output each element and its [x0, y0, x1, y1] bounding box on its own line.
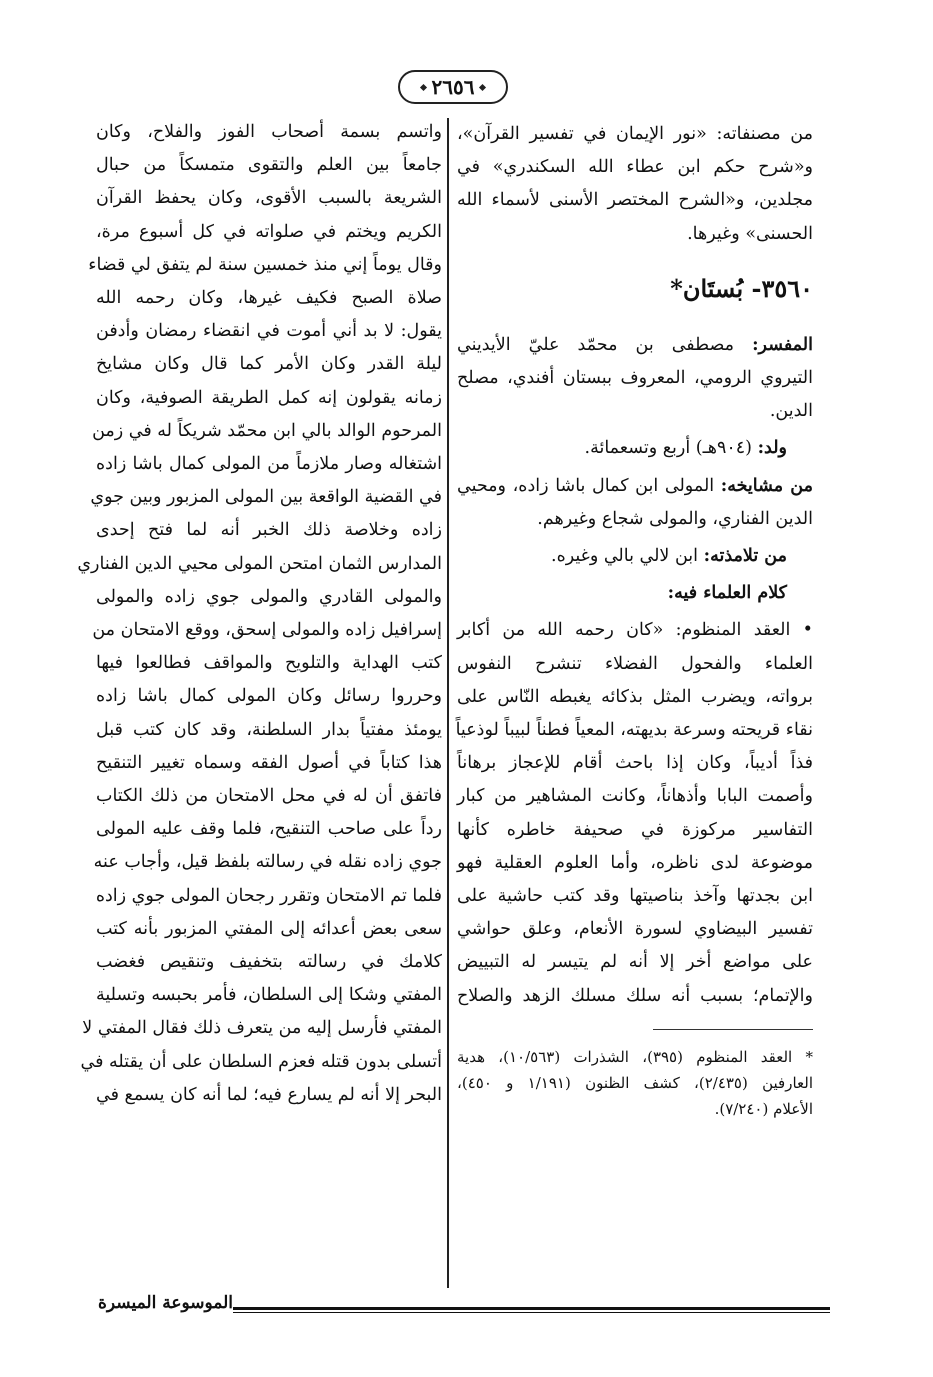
- left-line: ليلة القدر وكان الأمر كما قال وكان مشايخ: [96, 354, 442, 375]
- intro-paragraph: [457, 118, 813, 251]
- mufassir-label: المفسر:: [752, 334, 813, 355]
- left-line: سعى بعض أعدائه إلى المفتي المزبور بأنه كتب: [96, 918, 442, 939]
- footnote-line: * العقد المنظوم (٣٩٥)، الشذرات (١٠/٥٦٣)، هدية: [457, 1047, 813, 1066]
- entry-title: ٣٥٦٠- بُستَان*: [670, 273, 813, 303]
- left-line: أتسلى بدون قتله فعزم السلطان على أن يقتله في: [80, 1051, 442, 1072]
- left-line: زاده وخلاصة ذلك الخبر أنه لما فتح إحدى: [96, 520, 442, 541]
- left-line: وقال يوماً إني منذ خمسين سنة لم يتفق لي قضاء: [88, 254, 442, 275]
- left-line: واتسم بسمة أصحاب الفوز والفلاح، وكان: [96, 122, 442, 142]
- intro-line: من مصنفاته: «نور الإيمان في تفسير القرآن»،: [457, 124, 813, 144]
- right-column: [457, 118, 813, 1122]
- students-line: [457, 540, 787, 573]
- teachers-line: الدين الفناري، والمولى شجاع وغيرهم.: [537, 508, 813, 529]
- bottom-rule: [210, 1307, 830, 1310]
- left-line: الشريعة بالسبب الأقوى، وكان يحفظ القرآن: [96, 188, 442, 209]
- left-line: جوي زاده نقله في رسالته بلفظ قيل، وأجاب عنه: [93, 852, 442, 873]
- left-line: يومئذ مفتياً بدار السلطنة، وقد كان كتب قبل: [96, 719, 442, 740]
- left-line: المرحوم الوالد بالي ابن محمّد شريكاً له في زمن: [92, 420, 442, 441]
- teachers-text: المولى ابن كمال باشا زاده، ومحيي: [457, 475, 715, 496]
- left-line: يقول: لا بد أني أموت في انقضاء رمضان وأدفن: [96, 321, 442, 342]
- footnote-line: العارفين (٢/٤٣٥)، كشف الظنون (١/١٩١ و ٤٥٠)،: [457, 1073, 814, 1092]
- left-column: [77, 116, 442, 1112]
- left-line: رداً على صاحب التنقيح، فلما وقف عليه المولى: [96, 819, 442, 840]
- intro-line: مجلدين، و«الشرح المختصر الأسنى لأسماء الله: [457, 190, 813, 211]
- quote-line: وأصمت البابا وأذهاناً، وكانت المشاهير من كبار: [457, 786, 813, 807]
- left-line: جامعاً بين العلم والتقوى متمسكاً من حبال: [96, 155, 442, 176]
- mufassir-line: التيروي الرومي، المعروف ببستان أفندي، مصلح: [457, 368, 813, 389]
- students-paragraph: [457, 540, 813, 573]
- left-line: البحر إلا أنه لم يسارع فيه؛ لما أنه كان يسمع في: [96, 1084, 442, 1105]
- quote-line: ابن بجدتها وآخذ بناصيتها وقد كتب حاشية على: [457, 886, 813, 907]
- intro-line: و«شرح حكم ابن عطاء الله السكندري» في: [457, 157, 813, 178]
- teachers-line: [457, 470, 813, 503]
- mufassir-line: الدين.: [769, 401, 813, 422]
- intro-line: الحسنى» وغيرها.: [687, 223, 813, 244]
- left-line: فلما تم الامتحان وتقرر رجحان المولى جوي زاده: [95, 885, 442, 906]
- students-text: ابن لالي بالي وغيره.: [551, 546, 699, 567]
- bottom-rule-thin: [210, 1312, 830, 1313]
- left-line: المفتي فأرسل إليه من يتعرف ذلك فقال المفتي لا: [82, 1018, 442, 1039]
- footnote: [457, 1044, 813, 1122]
- quote-paragraph: [457, 614, 813, 1012]
- quote-line: على مواضع أخر إلا أنه لم يتيسر له التبييض: [457, 952, 813, 973]
- left-line: اشتغاله وصار ملازماً من المولى كمال باشا زاده: [96, 454, 442, 475]
- mufassir-paragraph: [457, 329, 813, 429]
- left-line: هذا كتاباً في أصول الفقه وسماه تغيير التنقيح: [96, 752, 442, 773]
- left-line: المفتي وشكا إلى السلطان، فأمر بحبسه وتسلية: [96, 985, 442, 1006]
- left-line: كلامك في رسالته بتخفيف وتنقيص فغضب: [96, 952, 442, 973]
- left-line: المدارس الثمان امتحن المولى محيي الدين الفناري: [77, 553, 442, 574]
- left-line: إسرافيل زاده والمولى إسحق، ووقع الامتحان من: [92, 620, 442, 641]
- mufassir-line: [457, 329, 813, 362]
- left-line: الكريم ويختم في صلواته في كل أسبوع مرة،: [96, 221, 442, 242]
- left-line: في القضية الواقعة بين المولى المزبور وبين جوي: [90, 487, 442, 508]
- scholars-heading: كلام العلماء فيه:: [667, 583, 787, 604]
- teachers-label: من مشايخه:: [720, 475, 813, 496]
- page-number: ٢٦٥٦: [398, 70, 508, 104]
- quote-line: نقاء قريحته وسرعة بديهته، المعياً فطناً لبيباً لوذعياً: [455, 720, 813, 741]
- born-line: [457, 432, 787, 465]
- quote-line: والإتمام؛ بسبب أنه سلك مسلك الزهد والصلاح: [457, 985, 813, 1006]
- quote-line: برواته، ويضرب المثل بذكائه يغبطه النّاس على: [457, 686, 813, 707]
- quote-line: تفسير البيضاوي لسورة الأنعام، وعلق حواشي: [457, 919, 813, 940]
- left-line: زمانه يقولون إنه كمل الطريقة الصوفية، وكان: [96, 387, 442, 408]
- footnote-line: الأعلام (٧/٢٤٠).: [714, 1099, 813, 1118]
- series-title: الموسوعة الميسرة: [92, 1293, 233, 1313]
- born-paragraph: [457, 432, 813, 465]
- born-text: (٩٠٤هـ) أربع وتسعمائة.: [584, 438, 752, 459]
- quote-line: التفاسير مركوزة في صحيفة خاطره كأنها: [457, 819, 813, 840]
- born-label: ولد:: [757, 438, 787, 459]
- quote-line: • العقد المنظوم: «كان رحمه الله من أكابر: [457, 620, 813, 641]
- left-line: وحرروا رسائل وكان المولى كمال باشا زاده: [96, 686, 442, 707]
- mufassir-text: مصطفى بن محمّد عليّ الأيديني: [457, 334, 735, 355]
- students-label: من تلامذته:: [703, 546, 787, 567]
- left-line: فاتفق أن له في محل الامتحان من ذلك الكتاب: [96, 786, 442, 807]
- footnote-rule: [653, 1029, 813, 1030]
- left-line: والمولى القادري والمولى جوي زاده والمولى: [96, 586, 442, 607]
- quote-line: موضوعة لدى ناظره، وأما العلوم العقلية فهو: [457, 852, 813, 873]
- quote-line: فذاً أديباً، وكان إذا باحث أقام للإعجاز برهاناً: [457, 753, 813, 774]
- quote-line: العلماء والفحول الفضلاء تنشرح النفوس: [457, 653, 813, 674]
- left-line: كتب الهداية والتلويح والمواقف فطالعوا فيها: [96, 653, 442, 674]
- left-line: صلاة الصبح فكيف غيرها، وكان رحمه الله: [96, 288, 442, 309]
- column-divider: [447, 118, 449, 1288]
- teachers-paragraph: [457, 470, 813, 536]
